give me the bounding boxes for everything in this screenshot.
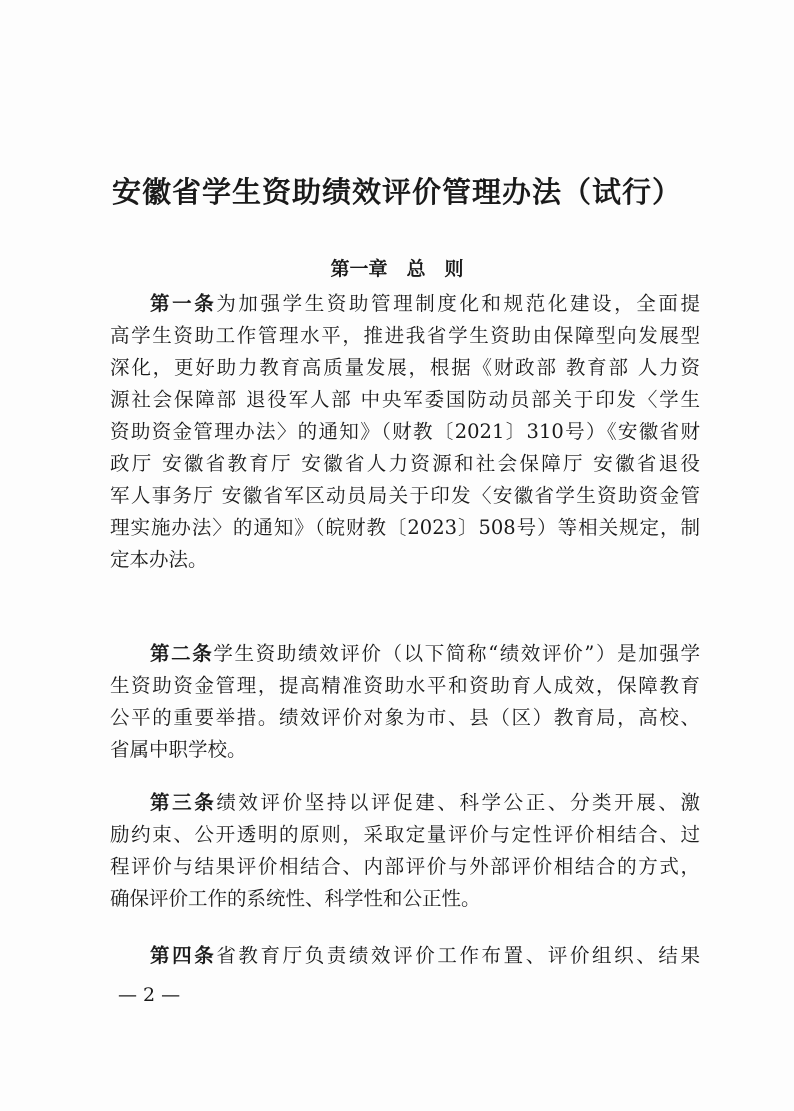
article-line: 公平的重要举措。绩效评价对象为市、县（区）教育局，高校、 (110, 706, 700, 729)
article-line: 理实施办法〉的通知》（皖财教〔2023〕508号）等相关规定，制 (110, 516, 700, 539)
article-text: 为加强学生资助管理制度化和规范化建设，全面提 (216, 292, 700, 315)
article-3 (110, 787, 700, 915)
article-line: 政厅 安徽省教育厅 安徽省人力资源和社会保障厅 安徽省退役 (110, 452, 700, 475)
article-2 (110, 638, 700, 766)
article-line: 励约束、公开透明的原则，采取定量评价与定性评价相结合、过 (110, 823, 700, 846)
article-line: 省属中职学校。 (110, 738, 247, 761)
article-1-first-line (110, 288, 700, 320)
article-4-first-line (110, 940, 700, 972)
article-line: 高学生资助工作管理水平，推进我省学生资助由保障型向发展型 (110, 324, 700, 347)
article-label: 第三条 (150, 791, 217, 814)
article-line: 深化，更好助力教育高质量发展，根据《财政部 教育部 人力资 (110, 356, 700, 379)
article-4 (110, 940, 700, 972)
article-line: 军人事务厅 安徽省军区动员局关于印发〈安徽省学生资助资金管 (110, 484, 700, 507)
chapter-heading: 第一章 总 则 (330, 258, 464, 280)
article-line: 程评价与结果评价相结合、内部评价与外部评价相结合的方式， (110, 855, 700, 878)
article-text: 学生资助绩效评价（以下简称“绩效评价”）是加强学 (213, 642, 700, 665)
article-label: 第一条 (150, 292, 217, 315)
article-line: 资助资金管理办法〉的通知》（财教〔2021〕310号）《安徽省财 (110, 420, 700, 443)
article-line: 源社会保障部 退役军人部 中央军委国防动员部关于印发〈学生 (110, 388, 700, 411)
article-2-first-line (110, 638, 700, 670)
article-1 (110, 288, 700, 576)
article-line: 定本办法。 (110, 548, 208, 571)
article-3-first-line (110, 787, 700, 819)
article-text: 绩效评价坚持以评促建、科学公正、分类开展、激 (216, 791, 700, 814)
article-label: 第四条 (150, 944, 217, 967)
page-number: — 2 — (118, 984, 181, 1006)
document-title: 安徽省学生资助绩效评价管理办法（试行） (111, 175, 682, 209)
article-label: 第二条 (150, 642, 214, 665)
article-line: 生资助资金管理，提高精准资助水平和资助育人成效，保障教育 (110, 674, 700, 697)
article-text: 省教育厅负责绩效评价工作布置、评价组织、结果 (216, 944, 700, 967)
article-line: 确保评价工作的系统性、科学性和公正性。 (110, 887, 481, 910)
